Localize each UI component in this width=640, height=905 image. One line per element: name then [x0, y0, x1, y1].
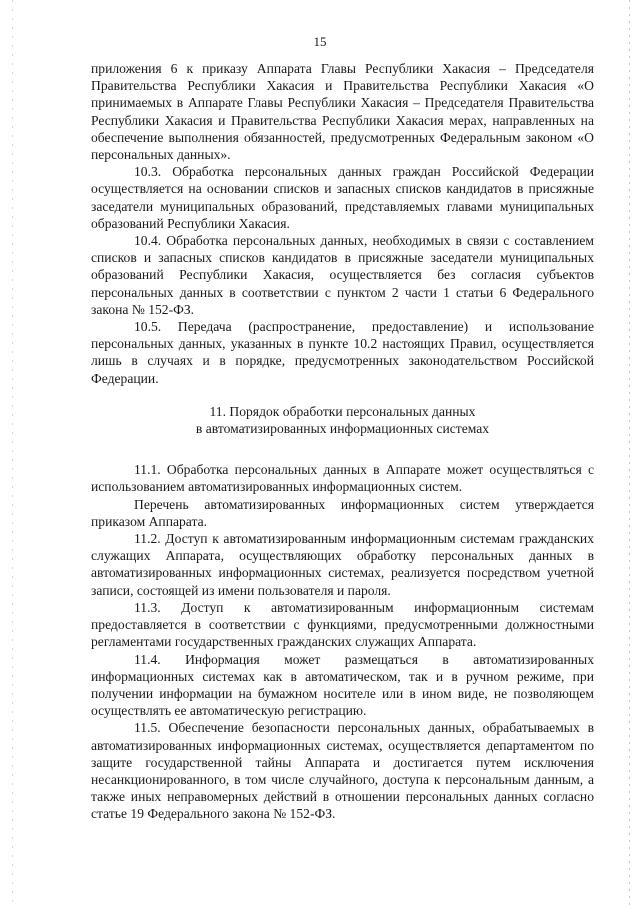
paragraph-11-2: 11.2. Доступ к автоматизированным информационным системам гражданских служащих Аппарата, осуществляющих обработку персональных данных в автоматизированных информационных системах, реализуется посредством учетной записи, состоящей из имени пользователя и пароля. — [91, 531, 594, 598]
scan-edge-left — [12, 0, 13, 905]
document-body — [91, 60, 594, 823]
paragraph-11-5: 11.5. Обеспечение безопасности персональных данных, обрабатываемых в автоматизированных информационных системах, осуществляется департаментом по защите государственной тайны Аппарата и достигается путем исключения несанкционированного, в том числе случайного, доступа к персональным данным, а также иных неправомерных действий в отношении персональных данных согласно статье 19 Федерального закона № 152-ФЗ. — [91, 720, 594, 822]
paragraph-10-5: 10.5. Передача (распространение, предоставление) и использование персональных данных, указанных в пункте 10.2 настоящих Правил, осуществляется лишь в случаях и в порядке, предусмотренных законодательством Российской Федерации. — [91, 319, 594, 386]
paragraphs-before — [91, 60, 594, 387]
scan-edge-right — [629, 0, 630, 905]
paragraph-list-note: Перечень автоматизированных информационных систем утверждается приказом Аппарата. — [91, 496, 594, 529]
paragraph-11-1: 11.1. Обработка персональных данных в Аппарате может осуществляться с использованием автоматизированных информационных систем. — [91, 462, 594, 495]
section-heading — [91, 403, 594, 437]
paragraph-11-3: 11.3. Доступ к автоматизированным информационным системам предоставляется в соответствии с функциями, предусмотренными должностными регламентами государственных гражданских служащих Аппарата. — [91, 599, 594, 650]
section-heading-line1: 11. Порядок обработки персональных данных — [209, 403, 476, 419]
paragraph-11-4: 11.4. Информация может размещаться в автоматизированных информационных системах как в автоматическом, так и в ручном режиме, при получении информации на бумажном носителе или в ином виде, не позволяющем осуществлять ее автоматическую регистрацию. — [91, 651, 594, 719]
paragraph: приложения 6 к приказу Аппарата Главы Республики Хакасия – Председателя Правительства Республики Хакасия и Правительства Республики Хакасия «О принимаемых в Аппарате Главы Республики Хакасия – Председателя Правительства Республики Хакасия и Правительства Республики Хакасия мерах, направленных на обеспечение выполнения обязанностей, предусмотренных Федеральным законом «О персональных данных». — [91, 61, 594, 163]
section-heading-line2: в автоматизированных информационных системах — [195, 421, 490, 437]
paragraphs-after — [91, 461, 594, 822]
paragraph-10-3: 10.3. Обработка персональных данных граждан Российской Федерации осуществляется на основании списков и запасных списков кандидатов в присяжные заседатели муниципальных образований, представляемых главами муниципальных образований Республики Хакасия. — [91, 164, 594, 231]
paragraph-10-4: 10.4. Обработка персональных данных, необходимых в связи с составлением списков и запасных списков кандидатов в присяжные заседатели муниципальных образований Республики Хакасия, осуществляется без согласия субъектов персональных данных в соответствии с пунктом 2 части 1 статьи 6 Федерального закона № 152-ФЗ. — [91, 233, 594, 317]
page-number: 15 — [313, 34, 327, 49]
